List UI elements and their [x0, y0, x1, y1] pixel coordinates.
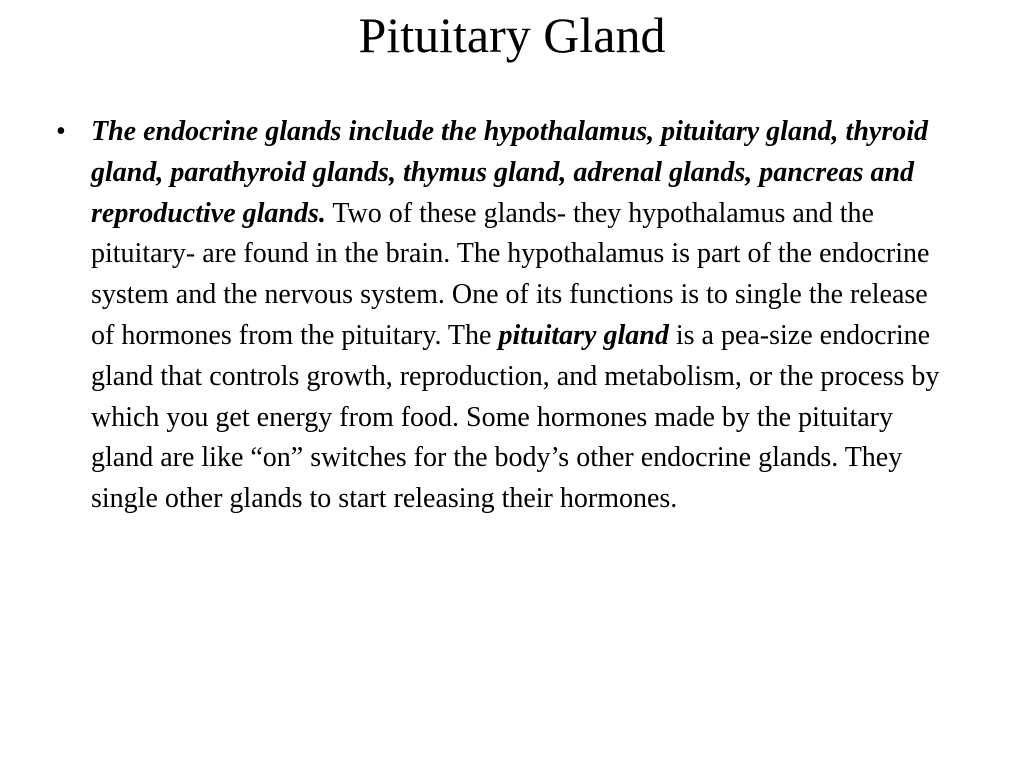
- slide-title: Pituitary Gland: [358, 7, 666, 63]
- body-text-2: is a pea-size endocrine gland that controls growth, reproduction, and metabolism, or the process by which you get energy from food. Some hormones made by the pituitary gland are like “on” switches for the body’s other endocrine glands. They single other glands to start releasing their hormones.: [91, 319, 940, 515]
- glands-list-emphasis: The endocrine glands include the hypothalamus, pituitary gland, thyroid gland, parathyroid glands, thymus gland, adrenal glands, pancreas and reproductive glands.: [91, 116, 928, 229]
- bullet-list: [50, 112, 950, 520]
- bullet-icon: •: [56, 116, 66, 147]
- bullet-item: [50, 112, 950, 520]
- pituitary-emphasis: pituitary gland: [498, 319, 669, 351]
- body-text-1: Two of these glands- they hypothalamus and the pituitary- are found in the brain. The hypothalamus is part of the endocrine system and the nervous system. One of its functions is to single the release of hormones from the pituitary. The: [91, 197, 930, 351]
